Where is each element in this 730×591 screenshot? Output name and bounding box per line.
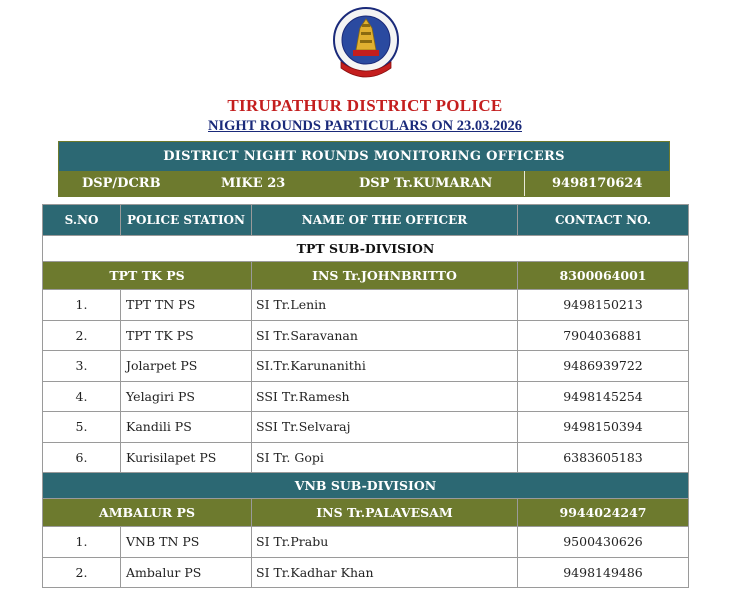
cell-station: Ambalur PS	[121, 557, 252, 588]
cell-contact: 9498145254	[518, 381, 689, 412]
night-rounds-table	[42, 204, 689, 588]
incharge-station: TPT TK PS	[43, 262, 252, 290]
cell-officer: SI Tr.Lenin	[252, 290, 518, 321]
cell-officer: SI Tr. Gopi	[252, 442, 518, 473]
cell-sno: 6.	[43, 442, 121, 473]
cell-officer: SSI Tr.Selvaraj	[252, 412, 518, 443]
monitoring-designation: DSP/DCRB	[82, 176, 161, 191]
cell-sno: 4.	[43, 381, 121, 412]
monitoring-officer-name: DSP Tr.KUMARAN	[359, 176, 493, 191]
division-name: VNB SUB-DIVISION	[43, 473, 689, 499]
monitoring-contact: 9498170624	[552, 176, 643, 191]
cell-station: TPT TK PS	[121, 320, 252, 351]
cell-contact: 9500430626	[518, 527, 689, 558]
cell-station: VNB TN PS	[121, 527, 252, 558]
incharge-officer: INS Tr.PALAVESAM	[252, 499, 518, 527]
cell-contact: 7904036881	[518, 320, 689, 351]
division-name: TPT SUB-DIVISION	[43, 236, 689, 262]
cell-contact: 9498150213	[518, 290, 689, 321]
cell-contact: 9498149486	[518, 557, 689, 588]
incharge-officer: INS Tr.JOHNBRITTO	[252, 262, 518, 290]
table-row	[43, 527, 689, 558]
cell-sno: 1.	[43, 290, 121, 321]
cell-officer: SI.Tr.Karunanithi	[252, 351, 518, 382]
cell-station: Jolarpet PS	[121, 351, 252, 382]
division-incharge-row	[43, 499, 689, 527]
cell-contact: 9486939722	[518, 351, 689, 382]
column-header-officer: NAME OF THE OFFICER	[252, 205, 518, 236]
column-header-contact: CONTACT NO.	[518, 205, 689, 236]
table-row	[43, 442, 689, 473]
cell-station: Yelagiri PS	[121, 381, 252, 412]
cell-station: Kandili PS	[121, 412, 252, 443]
cell-sno: 5.	[43, 412, 121, 443]
cell-station: TPT TN PS	[121, 290, 252, 321]
column-header-station: POLICE STATION	[121, 205, 252, 236]
monitoring-heading: DISTRICT NIGHT ROUNDS MONITORING OFFICERS	[59, 142, 669, 171]
column-header-sno: S.NO	[43, 205, 121, 236]
division-incharge-row	[43, 262, 689, 290]
monitoring-divider	[524, 171, 525, 196]
table-row	[43, 412, 689, 443]
table-row	[43, 320, 689, 351]
cell-sno: 1.	[43, 527, 121, 558]
page-title: TIRUPATHUR DISTRICT POLICE	[227, 96, 503, 115]
incharge-contact: 8300064001	[518, 262, 689, 290]
cell-sno: 2.	[43, 320, 121, 351]
cell-station: Kurisilapet PS	[121, 442, 252, 473]
cell-officer: SI Tr.Saravanan	[252, 320, 518, 351]
table-header-row	[43, 205, 689, 236]
cell-contact: 6383605183	[518, 442, 689, 473]
division-heading-row	[43, 473, 689, 499]
cell-sno: 2.	[43, 557, 121, 588]
monitoring-officer-row	[59, 171, 669, 196]
cell-contact: 9498150394	[518, 412, 689, 443]
division-heading-row	[43, 236, 689, 262]
subtitle-text: NIGHT ROUNDS PARTICULARS ON 23.03.2026	[208, 118, 522, 134]
table-row	[43, 351, 689, 382]
monitoring-officers-panel	[58, 141, 670, 197]
page-subtitle	[0, 118, 730, 135]
cell-officer: SI Tr.Kadhar Khan	[252, 557, 518, 588]
incharge-contact: 9944024247	[518, 499, 689, 527]
incharge-station: AMBALUR PS	[43, 499, 252, 527]
table-row	[43, 290, 689, 321]
monitoring-call-sign: MIKE 23	[221, 176, 286, 191]
table-row	[43, 381, 689, 412]
cell-officer: SI Tr.Prabu	[252, 527, 518, 558]
tamilnadu-police-emblem	[331, 6, 401, 82]
table-row	[43, 557, 689, 588]
cell-sno: 3.	[43, 351, 121, 382]
cell-officer: SSI Tr.Ramesh	[252, 381, 518, 412]
